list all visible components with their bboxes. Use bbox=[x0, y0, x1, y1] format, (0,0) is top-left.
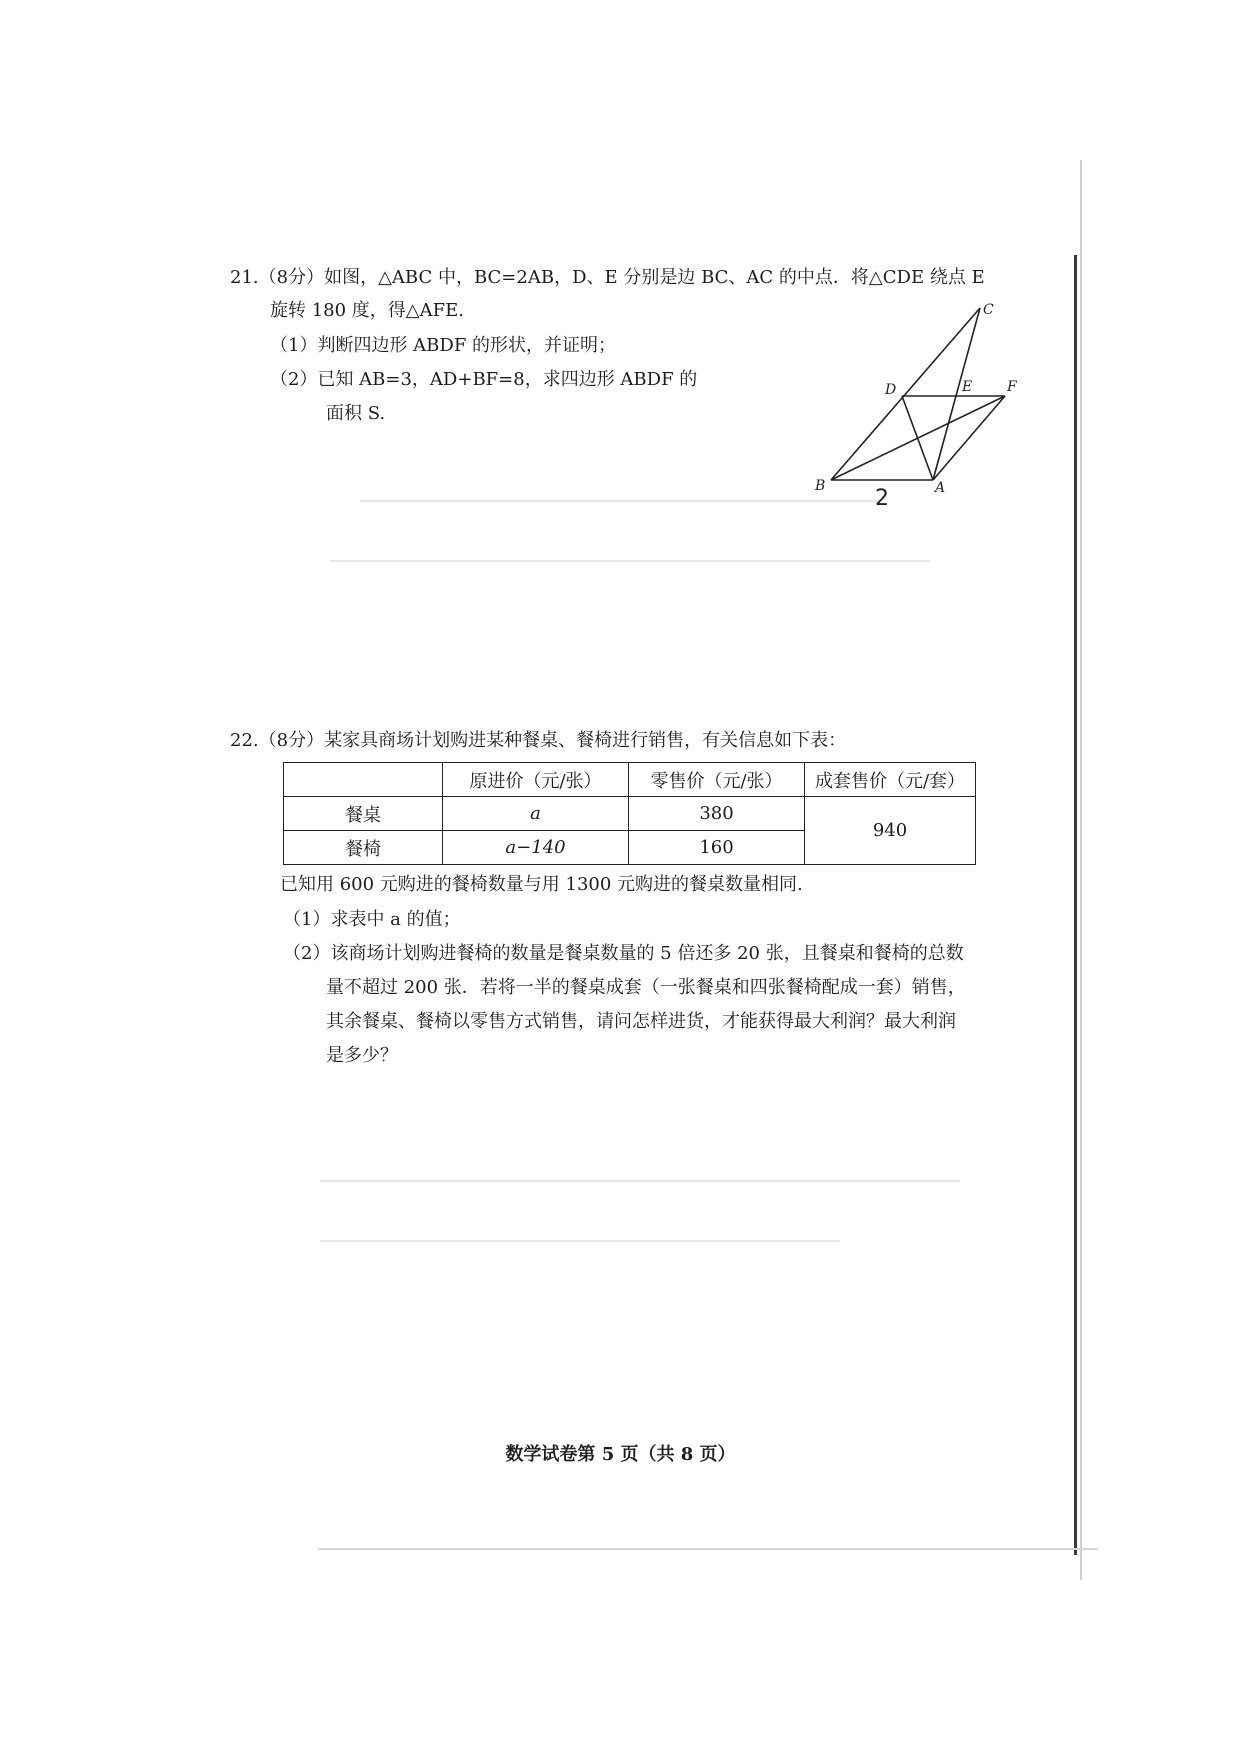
segment-bc bbox=[831, 308, 980, 480]
handwritten-mark: 2 bbox=[875, 486, 889, 510]
table-cell-set-price: 940 bbox=[805, 797, 976, 865]
table-header-cell bbox=[284, 763, 443, 797]
table-row bbox=[284, 797, 976, 831]
table-cell-retail: 160 bbox=[629, 831, 805, 865]
segment-ac bbox=[933, 308, 980, 480]
q22-part2-line1: （2）该商场计划购进餐椅的数量是餐桌数量的 5 倍还多 20 张，且餐桌和餐椅的总数 bbox=[283, 943, 964, 964]
q21-part1: （1）判断四边形 ABDF 的形状，并证明； bbox=[270, 335, 617, 356]
label-c: C bbox=[983, 302, 994, 318]
q21-part2: （2）已知 AB=3，AD+BF=8，求四边形 ABDF 的 bbox=[270, 369, 698, 390]
price-table bbox=[283, 762, 976, 865]
table-cell-retail: 380 bbox=[629, 797, 805, 831]
label-b: B bbox=[815, 478, 826, 494]
q22-known: 已知用 600 元购进的餐椅数量与用 1300 元购进的餐桌数量相同. bbox=[280, 874, 803, 895]
q21-line1: 21.（8分）如图，△ABC 中，BC=2AB，D、E 分别是边 BC、AC 的中点．将△CDE 绕点 E bbox=[230, 267, 985, 288]
q22-part2-line3: 其余餐桌、餐椅以零售方式销售，请问怎样进货，才能获得最大利润？最大利润 bbox=[326, 1011, 956, 1032]
scan-edge-bottom bbox=[318, 1548, 1098, 1550]
bleed-through bbox=[320, 1180, 960, 1182]
q22-part2-line4: 是多少？ bbox=[326, 1045, 398, 1066]
q22-part1: （1）求表中 a 的值； bbox=[283, 909, 461, 930]
table-cell-cost: a−140 bbox=[443, 831, 629, 865]
q21-part2-cont: 面积 S. bbox=[326, 403, 386, 424]
scan-edge bbox=[1080, 160, 1082, 1580]
table-header-cell: 零售价（元/张） bbox=[629, 763, 805, 797]
bleed-through bbox=[320, 1240, 840, 1242]
page-footer: 数学试卷第 5 页（共 8 页） bbox=[505, 1444, 736, 1465]
table-header-cell: 成套售价（元/套） bbox=[805, 763, 976, 797]
q21-line2: 旋转 180 度，得△AFE. bbox=[270, 300, 464, 321]
table-header-cell: 原进价（元/张） bbox=[443, 763, 629, 797]
segment-da bbox=[902, 396, 933, 480]
label-a: A bbox=[935, 480, 946, 496]
page-border-line bbox=[1074, 255, 1077, 1555]
label-e: E bbox=[962, 379, 973, 395]
bleed-through bbox=[360, 500, 880, 502]
table-cell-item: 餐桌 bbox=[284, 797, 443, 831]
table-cell-cost: a bbox=[443, 797, 629, 831]
q22-intro: 22.（8分）某家具商场计划购进某种餐桌、餐椅进行销售，有关信息如下表： bbox=[230, 730, 847, 751]
label-d: D bbox=[885, 382, 897, 398]
table-cell-item: 餐椅 bbox=[284, 831, 443, 865]
q22-part2-line2: 量不超过 200 张．若将一半的餐桌成套（一张餐桌和四张餐椅配成一套）销售， bbox=[326, 977, 966, 998]
bleed-through bbox=[330, 560, 930, 562]
label-f: F bbox=[1007, 379, 1017, 395]
table-header-row bbox=[284, 763, 976, 797]
geometry-figure bbox=[815, 300, 1035, 510]
